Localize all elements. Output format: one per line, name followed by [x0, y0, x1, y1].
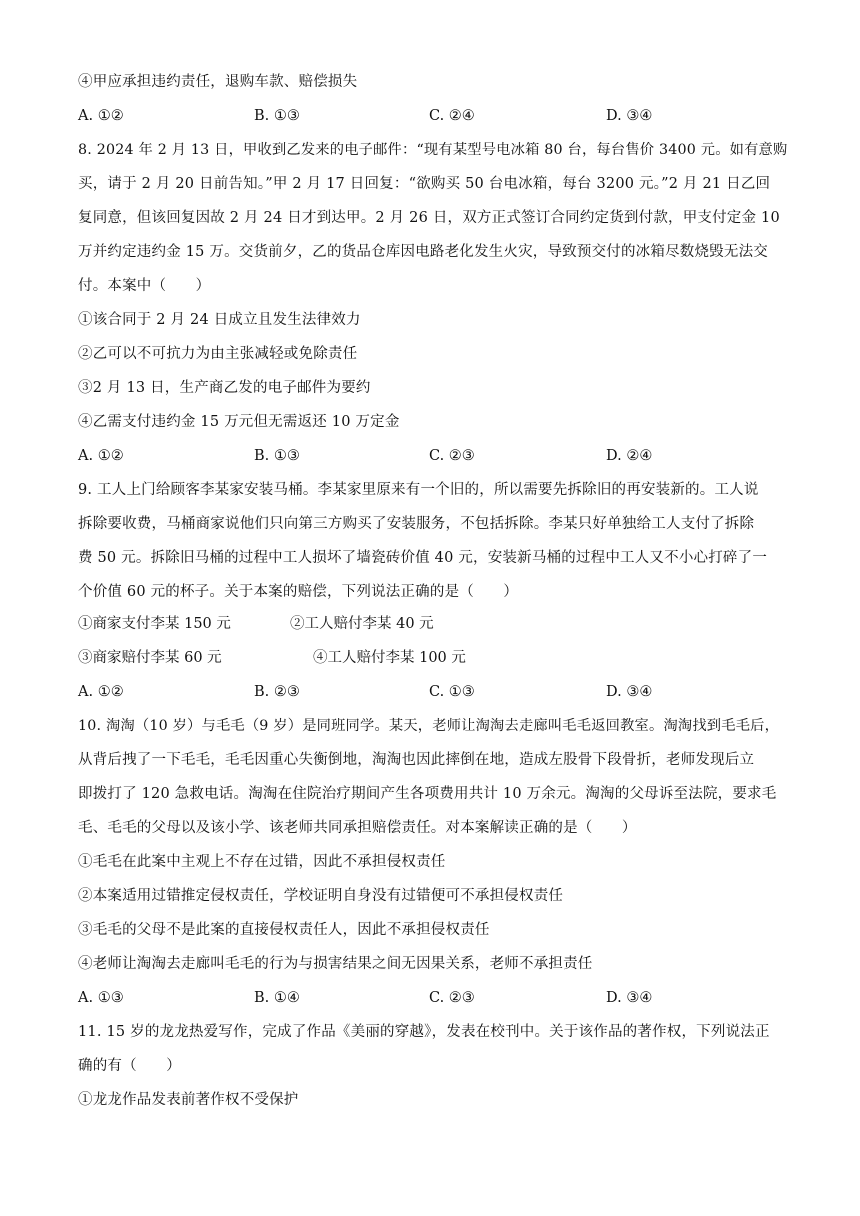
option-c: C. ②④: [429, 108, 475, 124]
option-a: A. ①③: [78, 990, 124, 1006]
q7-statement-4: ④甲应承担违约责任，退购车款、赔偿损失: [78, 74, 358, 90]
q8-stem-line: 付。本案中（ ）: [78, 278, 211, 294]
q9-stem-line: 9. 工人上门给顾客李某家安装马桶。李某家里原来有一个旧的，所以需要先拆除旧的再安装新的。工人说: [78, 482, 759, 498]
q9-options: [78, 682, 790, 702]
q8-statement-4: ④乙需支付违约金 15 万元但无需返还 10 万定金: [78, 414, 400, 430]
q10-stem-line: 10. 淘淘（10 岁）与毛毛（9 岁）是同班同学。某天，老师让淘淘去走廊叫毛毛返回教室。淘淘找到毛毛后，: [78, 718, 780, 734]
option-a: A. ①②: [78, 684, 124, 700]
option-b: B. ①④: [254, 990, 300, 1006]
q10-stem-line: 即拨打了 120 急救电话。淘淘在住院治疗期间产生各项费用共计 10 万余元。淘淘的父母诉至法院，要求毛: [78, 786, 777, 802]
q9-stem-line: 费 50 元。拆除旧马桶的过程中工人损坏了墙瓷砖价值 40 元，安装新马桶的过程中工人又不小心打碎了一: [78, 550, 768, 566]
option-a: A. ①②: [78, 448, 124, 464]
q9-statement-3: ③商家赔付李某 60 元: [78, 650, 222, 666]
q9-stem-line: 拆除要收费，马桶商家说他们只向第三方购买了安装服务，不包括拆除。李某只好单独给工人支付了拆除: [78, 516, 755, 532]
q10-statement-3: ③毛毛的父母不是此案的直接侵权责任人，因此不承担侵权责任: [78, 922, 490, 938]
q9-statement-2: ②工人赔付李某 40 元: [290, 616, 434, 632]
q8-stem-line: 复同意，但该回复因故 2 月 24 日才到达甲。2 月 26 日，双方正式签订合同约定货到付款，甲支付定金 10: [78, 210, 780, 226]
q10-statement-2: ②本案适用过错推定侵权责任，学校证明自身没有过错便可不承担侵权责任: [78, 888, 564, 904]
option-d: D. ②④: [606, 448, 653, 464]
q9-stem-line: 个价值 60 元的杯子。关于本案的赔偿，下列说法正确的是（ ）: [78, 584, 519, 600]
q7-options: [78, 106, 790, 126]
option-d: D. ③④: [606, 108, 653, 124]
q8-stem-line: 买，请于 2 月 20 日前告知。”甲 2 月 17 日回复：“欲购买 50 台电冰箱，每台 3200 元。”2 月 21 日乙回: [78, 176, 771, 192]
q8-statement-2: ②乙可以不可抗力为由主张减轻或免除责任: [78, 346, 358, 362]
q11-stem-line: 确的有（ ）: [78, 1058, 181, 1074]
q8-options: [78, 446, 790, 466]
q10-stem-line: 从背后拽了一下毛毛，毛毛因重心失衡倒地，淘淘也因此摔倒在地，造成左股骨下段骨折，老师发现后立: [78, 752, 755, 768]
q9-statement-1: ①商家支付李某 150 元: [78, 616, 231, 632]
q8-statement-1: ①该合同于 2 月 24 日成立且发生法律效力: [78, 312, 361, 328]
q11-stem-line: 11. 15 岁的龙龙热爱写作，完成了作品《美丽的穿越》，发表在校刊中。关于该作品的著作权，下列说法正: [78, 1024, 770, 1040]
q8-stem-line: 8. 2024 年 2 月 13 日，甲收到乙发来的电子邮件：“现有某型号电冰箱 80 台，每台售价 3400 元。如有意购: [78, 142, 788, 158]
option-c: C. ①③: [429, 684, 475, 700]
q11-statement-1: ①龙龙作品发表前著作权不受保护: [78, 1092, 299, 1108]
option-c: C. ②③: [429, 448, 475, 464]
q9-statement-4: ④工人赔付李某 100 元: [313, 650, 466, 666]
option-b: B. ①③: [254, 448, 300, 464]
option-b: B. ②③: [254, 684, 300, 700]
option-d: D. ③④: [606, 684, 653, 700]
option-a: A. ①②: [78, 108, 124, 124]
q9-statements-row-1: [78, 614, 790, 634]
option-c: C. ②③: [429, 990, 475, 1006]
q10-stem-line: 毛、毛毛的父母以及该小学、该老师共同承担赔偿责任。对本案解读正确的是（ ）: [78, 820, 637, 836]
q9-statements-row-2: [78, 648, 790, 668]
option-b: B. ①③: [254, 108, 300, 124]
option-d: D. ③④: [606, 990, 653, 1006]
q10-statement-1: ①毛毛在此案中主观上不存在过错，因此不承担侵权责任: [78, 854, 446, 870]
q8-statement-3: ③2 月 13 日，生产商乙发的电子邮件为要约: [78, 380, 371, 396]
q10-statement-4: ④老师让淘淘去走廊叫毛毛的行为与损害结果之间无因果关系，老师不承担责任: [78, 956, 593, 972]
q8-stem-line: 万并约定违约金 15 万。交货前夕，乙的货品仓库因电路老化发生火灾，导致预交付的冰箱尽数烧毁无法交: [78, 244, 768, 260]
q10-options: [78, 988, 790, 1008]
